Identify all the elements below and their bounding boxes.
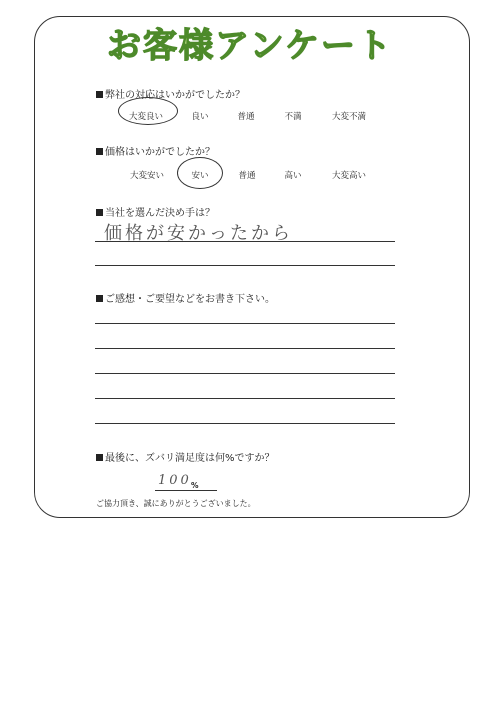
question-2	[96, 143, 215, 158]
bullet-square-icon	[96, 209, 103, 216]
q2-option-4[interactable]: 高い	[284, 171, 302, 181]
q1-option-4[interactable]: 不満	[284, 112, 302, 122]
question-3-label: 当社を選んだ決め手は？	[105, 208, 215, 219]
question-4	[96, 290, 275, 305]
q1-option-1[interactable]: 大変良い	[128, 112, 164, 122]
survey-title: お客様アンケート	[107, 26, 393, 66]
bullet-square-icon	[96, 454, 103, 461]
question-5	[96, 449, 275, 464]
percent-unit: %	[191, 481, 199, 490]
footer-thanks: ご協力頂き、誠にありがとうございました。	[96, 499, 256, 508]
answer-line	[95, 423, 395, 424]
answer-line	[95, 323, 395, 324]
question-4-label: ご感想・ご要望などをお書き下さい。	[105, 294, 275, 305]
handwritten-answer-3: 価格が安かったから	[104, 223, 293, 244]
answer-line	[95, 373, 395, 374]
q1-option-5[interactable]: 大変不満	[331, 112, 367, 122]
question-1-label: 弊社の対応はいかがでしたか？	[105, 90, 245, 101]
question-3	[96, 204, 215, 219]
q1-option-3[interactable]: 普通	[237, 112, 255, 122]
q1-option-2[interactable]: 良い	[191, 112, 209, 122]
q2-option-2[interactable]: 安い	[191, 171, 209, 181]
question-2-label: 価格はいかがでしたか？	[105, 147, 215, 158]
question-1	[96, 86, 245, 101]
question-5-label: 最後に、ズバリ満足度は何%ですか？	[105, 453, 275, 464]
answer-line	[95, 348, 395, 349]
bullet-square-icon	[96, 91, 103, 98]
satisfaction-answer-line	[155, 490, 217, 491]
handwritten-satisfaction-value: 100	[158, 473, 192, 488]
bullet-square-icon	[96, 295, 103, 302]
q2-option-5[interactable]: 大変高い	[331, 171, 367, 181]
bullet-square-icon	[96, 148, 103, 155]
q2-option-3[interactable]: 普通	[238, 171, 256, 181]
answer-line	[95, 241, 395, 242]
answer-line	[95, 265, 395, 266]
q2-option-1[interactable]: 大変安い	[129, 171, 165, 181]
answer-line	[95, 398, 395, 399]
